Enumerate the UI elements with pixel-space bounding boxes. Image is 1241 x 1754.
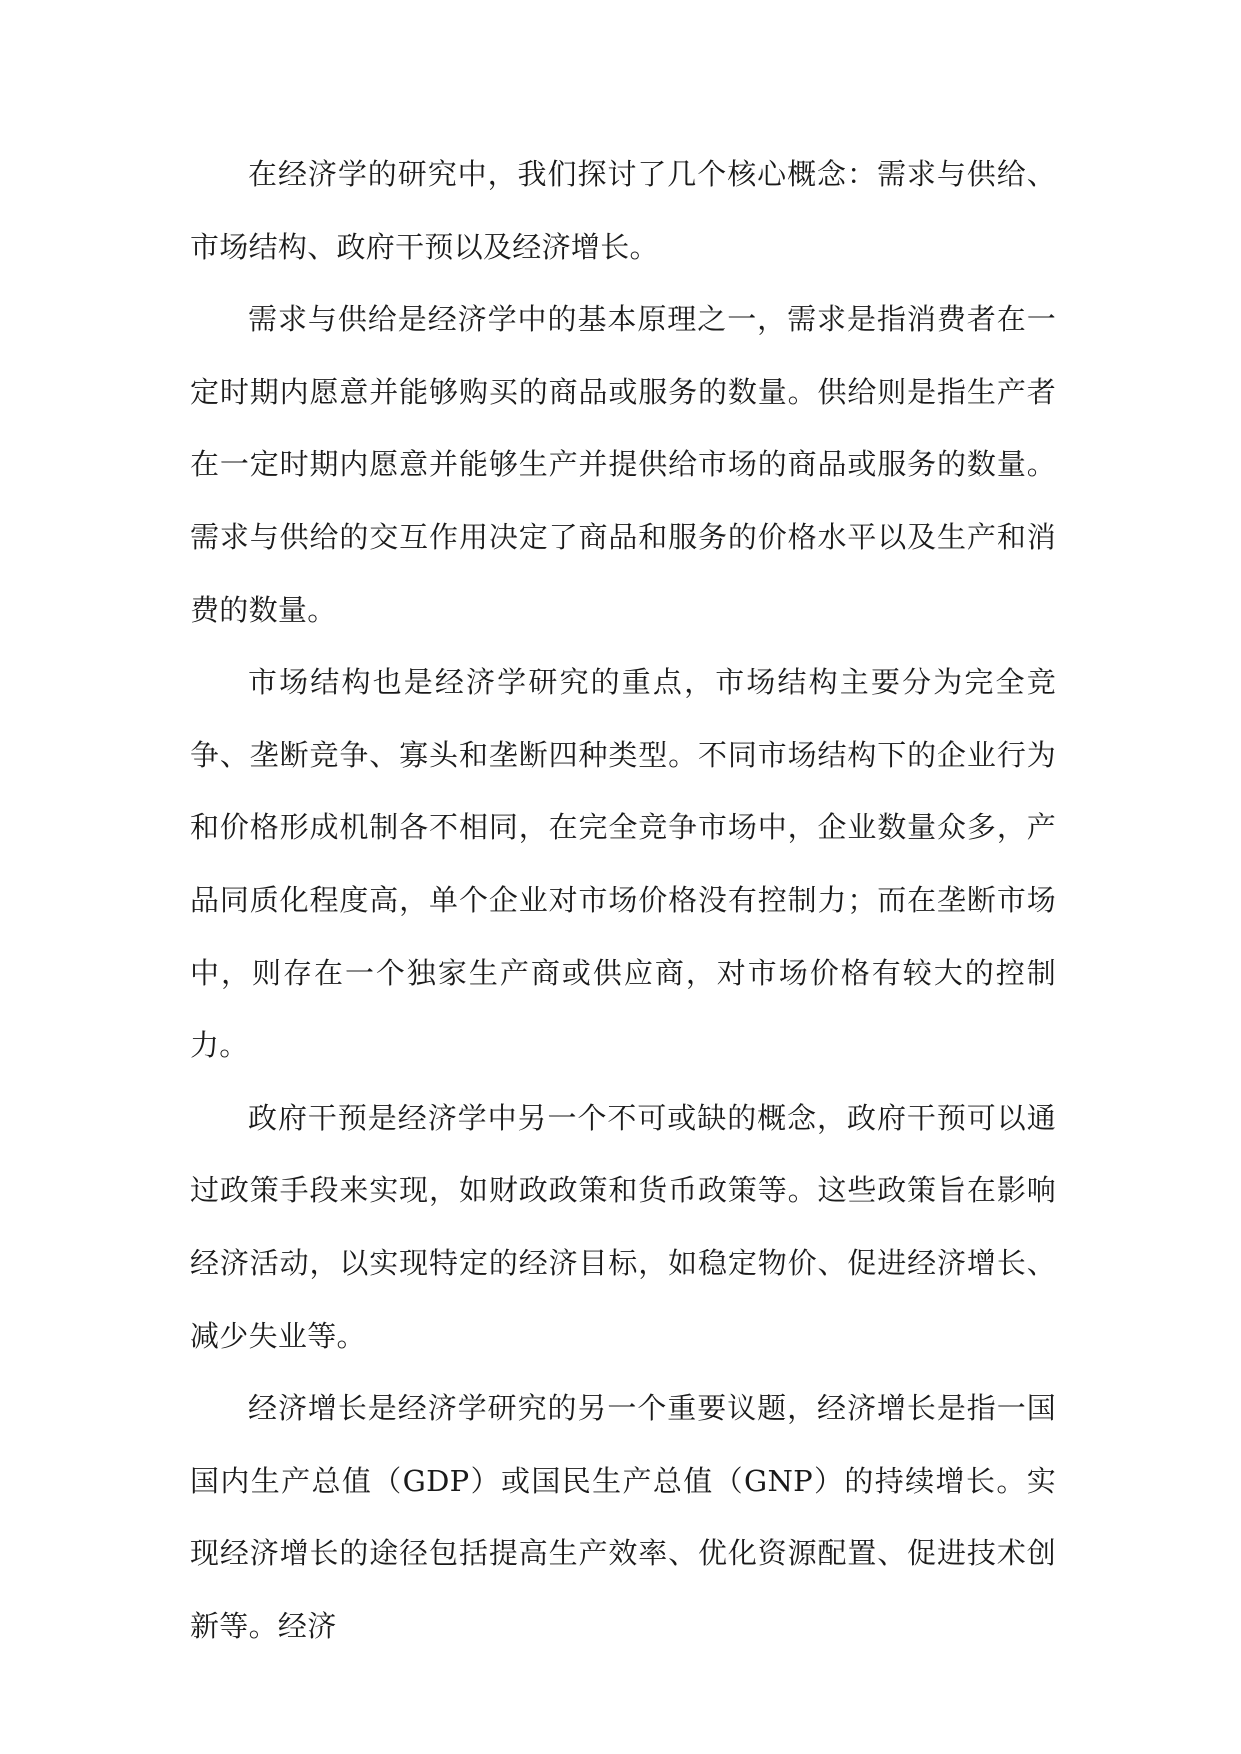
paragraph-supply-demand: 需求与供给是经济学中的基本原理之一，需求是指消费者在一定时期内愿意并能够购买的商品或服务的数量。供给则是指生产者在一定时期内愿意并能够生产并提供给市场的商品或服务的数量。需求与供给的交互作用决定了商品和服务的价格水平以及生产和消费的数量。 [190, 302, 1056, 627]
paragraph-market-structure: 市场结构也是经济学研究的重点，市场结构主要分为完全竞争、垄断竞争、寡头和垄断四种类型。不同市场结构下的企业行为和价格形成机制各不相同，在完全竞争市场中，企业数量众多，产品同质化程度高，单个企业对市场价格没有控制力；而在垄断市场中，则存在一个独家生产商或供应商，对市场价格有较大的控制力。 [190, 665, 1056, 1063]
paragraph-economic-growth: 经济增长是经济学研究的另一个重要议题，经济增长是指一国国内生产总值（GDP）或国民生产总值（GNP）的持续增长。实现经济增长的途径包括提高生产效率、优化资源配置、促进技术创新等。经济 [190, 1391, 1056, 1643]
paragraph-government-intervention: 政府干预是经济学中另一个不可或缺的概念，政府干预可以通过政策手段来实现，如财政政策和货币政策等。这些政策旨在影响经济活动，以实现特定的经济目标，如稳定物价、促进经济增长、减少失业等。 [190, 1100, 1056, 1353]
paragraph-intro: 在经济学的研究中，我们探讨了几个核心概念：需求与供给、市场结构、政府干预以及经济增长。 [190, 157, 1056, 264]
document-body [190, 138, 1056, 1662]
